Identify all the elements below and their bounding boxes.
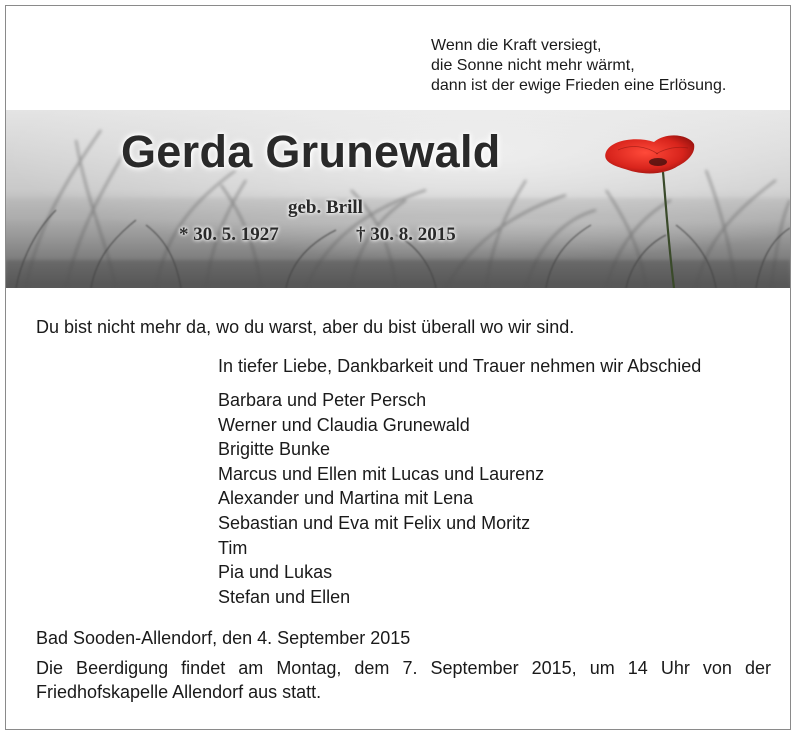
list-item: Sebastian und Eva mit Felix und Moritz xyxy=(218,512,531,533)
list-item: Stefan und Ellen xyxy=(218,586,351,607)
maiden-name: geb. Brill xyxy=(288,197,363,218)
funeral-notice xyxy=(36,656,771,704)
list-item: Pia und Lukas xyxy=(218,562,333,583)
quote: Du bist nicht mehr da, wo du warst, aber du bist überall wo wir sind. xyxy=(36,317,575,337)
death-date: † 30. 8. 2015 xyxy=(356,224,456,245)
list-item: Werner und Claudia Grunewald xyxy=(218,414,470,435)
verse-line: die Sonne nicht mehr wärmt, xyxy=(431,57,635,74)
birth-date: * 30. 5. 1927 xyxy=(179,224,279,245)
place-date: Bad Sooden-Allendorf, den 4. September 2015 xyxy=(36,628,411,648)
mourners-list xyxy=(218,388,544,609)
list-item: Marcus und Ellen mit Lucas und Laurenz xyxy=(218,463,545,484)
verse-line: Wenn die Kraft versiegt, xyxy=(431,37,602,54)
list-item: Barbara und Peter Persch xyxy=(218,390,427,410)
funeral-line: Die Beerdigung findet am Montag, dem 7. September 2015, um 14 Uhr von der xyxy=(36,658,771,678)
list-item: Brigitte Bunke xyxy=(218,439,331,460)
funeral-line: Friedhofskapelle Allendorf aus statt. xyxy=(36,682,322,702)
list-item: Tim xyxy=(218,537,248,558)
verse-line: dann ist der ewige Frieden eine Erlösung. xyxy=(431,77,727,94)
obituary-frame xyxy=(5,5,791,730)
verse xyxy=(431,36,781,96)
deceased-name: Gerda Grunewald xyxy=(121,126,501,177)
list-item: Alexander und Martina mit Lena xyxy=(218,488,474,509)
farewell-line: In tiefer Liebe, Dankbarkeit und Trauer nehmen wir Abschied xyxy=(218,356,702,376)
